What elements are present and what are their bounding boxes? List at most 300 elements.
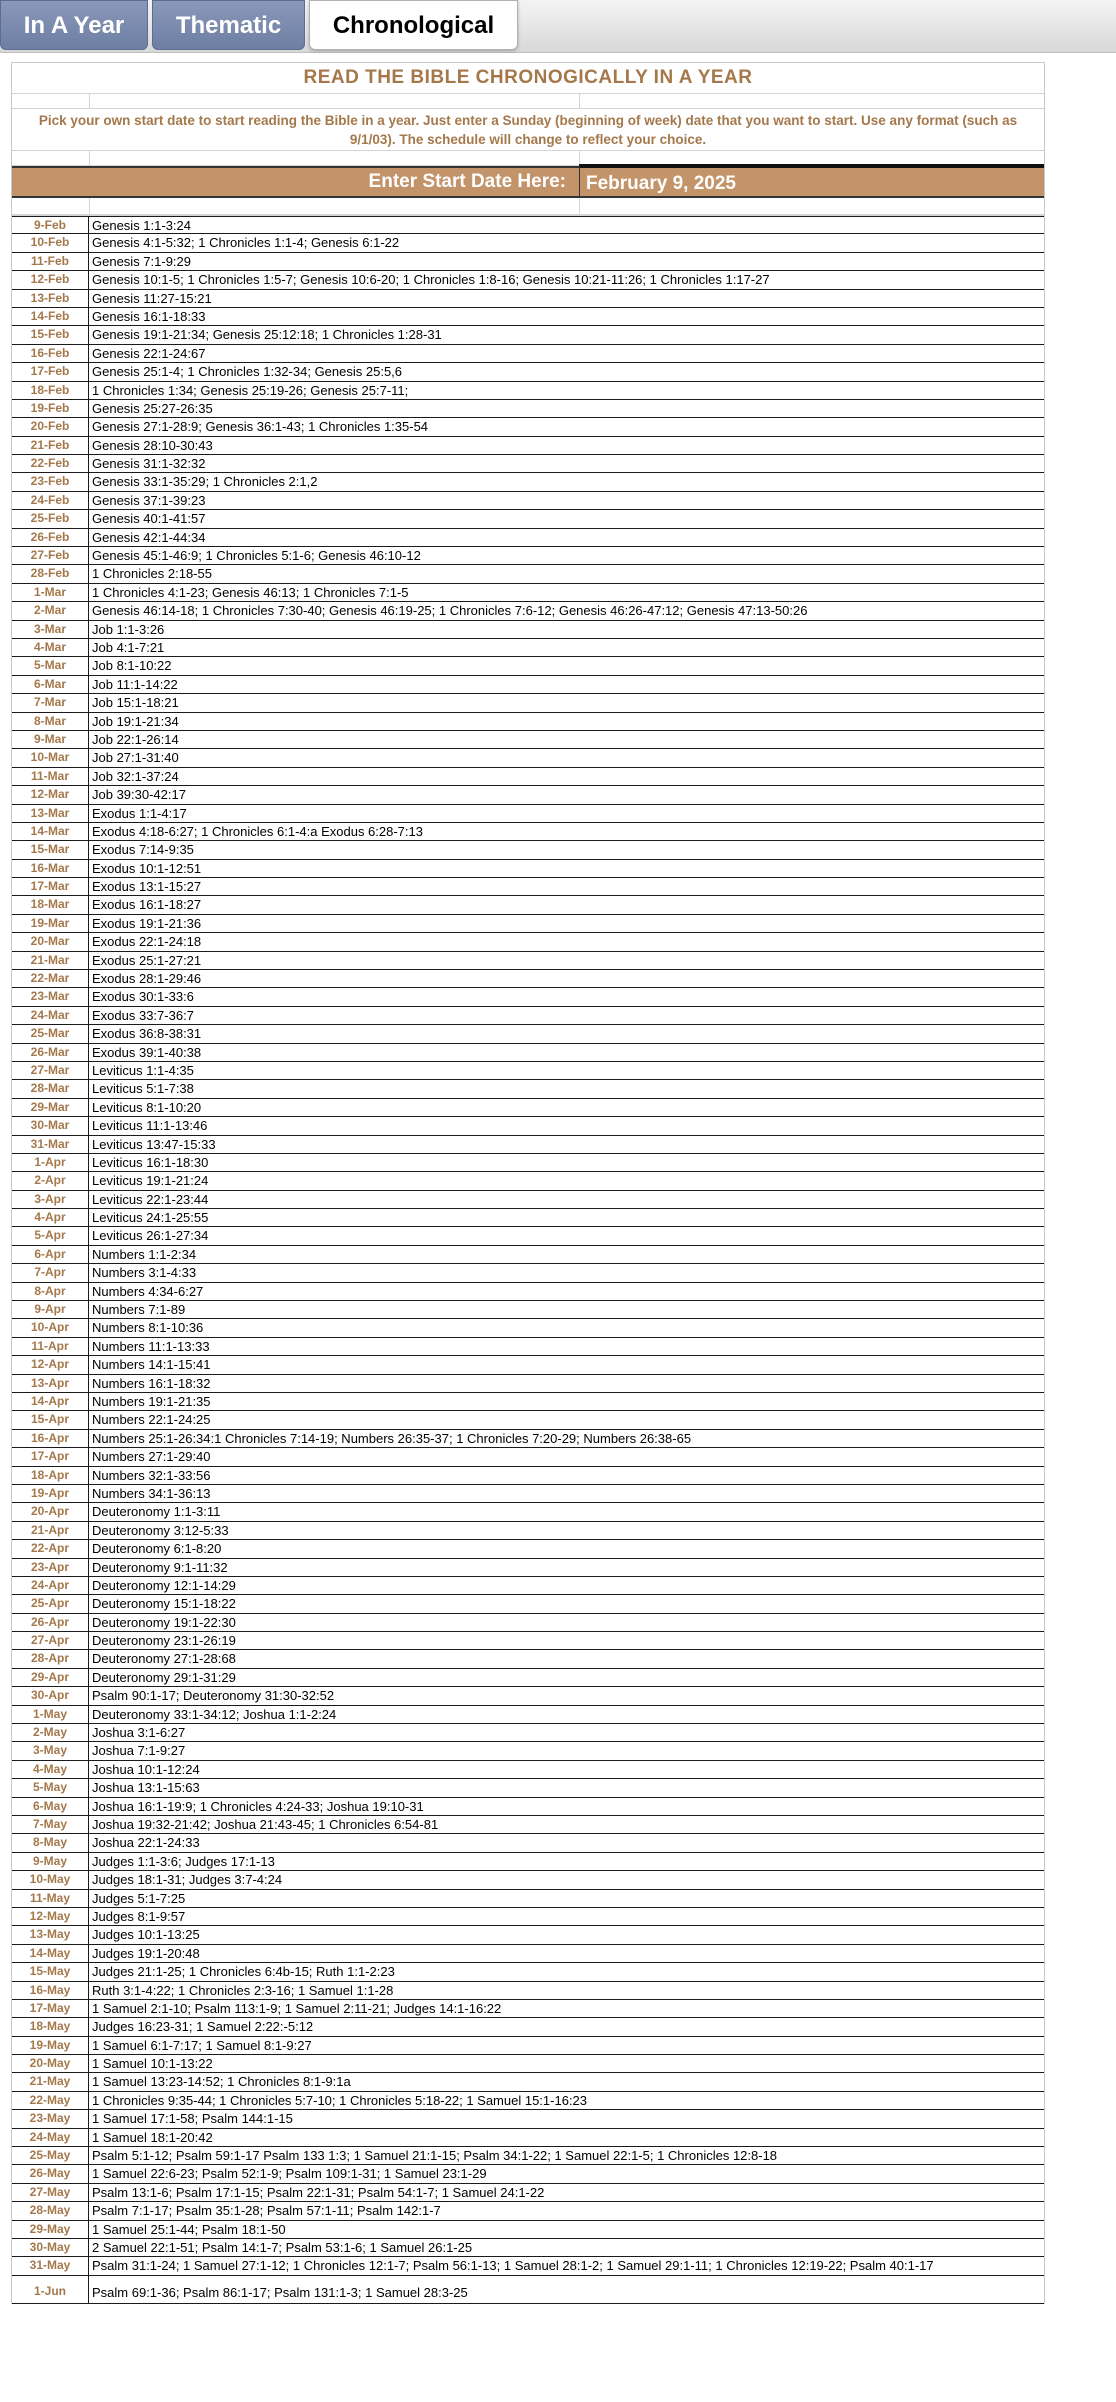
table-row	[12, 2129, 1044, 2147]
reading-cell[interactable]: 1 Chronicles 1:34; Genesis 25:19-26; Genesis 25:7-11;	[92, 382, 409, 398]
table-row	[12, 1117, 1044, 1135]
reading-cell[interactable]: Genesis 16:1-18:33	[92, 308, 206, 324]
table-row	[12, 988, 1044, 1006]
date-cell[interactable]: 19-Apr	[12, 1485, 89, 1502]
date-cell[interactable]: 1-Apr	[12, 1154, 89, 1171]
date-cell[interactable]: 16-May	[12, 1982, 89, 1999]
reading-cell[interactable]: 1 Samuel 17:1-58; Psalm 144:1-15	[92, 2111, 293, 2127]
reading-cell[interactable]: Deuteronomy 29:1-31:29	[92, 1669, 236, 1685]
reading-cell[interactable]: Exodus 19:1-21:36	[92, 915, 202, 931]
date-cell[interactable]: 6-Apr	[12, 1246, 89, 1263]
reading-cell[interactable]: Ruth 3:1-4:22; 1 Chronicles 2:3-16; 1 Samuel 1:1-28	[92, 1982, 394, 1998]
date-cell[interactable]: 28-Apr	[12, 1650, 89, 1667]
date-cell[interactable]: 26-Feb	[12, 529, 89, 546]
date-cell[interactable]: 31-Mar	[12, 1136, 89, 1153]
table-row	[12, 2073, 1044, 2091]
date-cell[interactable]: 5-Apr	[12, 1227, 89, 1244]
date-cell[interactable]: 6-Mar	[12, 676, 89, 693]
date-cell[interactable]: 21-May	[12, 2073, 89, 2090]
reading-cell[interactable]: Exodus 10:1-12:51	[92, 860, 202, 876]
table-row	[12, 896, 1044, 914]
table-row	[12, 382, 1044, 400]
reading-cell[interactable]: Exodus 13:1-15:27	[92, 879, 202, 895]
reading-schedule-table	[12, 215, 1044, 2304]
reading-cell[interactable]: Genesis 37:1-39:23	[92, 492, 206, 508]
reading-cell[interactable]: Genesis 42:1-44:34	[92, 529, 206, 545]
table-row	[12, 1136, 1044, 1154]
date-cell[interactable]: 31-May	[12, 2257, 89, 2274]
date-cell[interactable]: 9-Feb	[12, 217, 89, 233]
date-cell[interactable]: 24-May	[12, 2129, 89, 2146]
reading-cell[interactable]: Exodus 33:7-36:7	[92, 1007, 194, 1023]
reading-cell[interactable]: Joshua 13:1-15:63	[92, 1780, 200, 1796]
table-row	[12, 860, 1044, 878]
table-row	[12, 1669, 1044, 1687]
spacer-row	[12, 94, 1044, 109]
date-cell[interactable]: 16-Mar	[12, 860, 89, 877]
reading-cell[interactable]: 1 Samuel 18:1-20:42	[92, 2129, 213, 2145]
table-row	[12, 363, 1044, 381]
table-row	[12, 1798, 1044, 1816]
table-row	[12, 1448, 1044, 1466]
reading-cell[interactable]: Genesis 19:1-21:34; Genesis 25:12:18; 1 Chronicles 1:28-31	[92, 327, 442, 343]
table-row	[12, 1595, 1044, 1613]
reading-cell[interactable]: Leviticus 8:1-10:20	[92, 1099, 202, 1115]
reading-cell[interactable]: Psalm 5:1-12; Psalm 59:1-17 Psalm 133 1:3; 1 Samuel 21:1-15; Psalm 34:1-22; 1 Samuel 22:1-5; 1 Chronicles 12:8-18	[92, 2148, 778, 2164]
table-row	[12, 933, 1044, 951]
reading-cell[interactable]: 1 Samuel 2:1-10; Psalm 113:1-9; 1 Samuel 2:11-21; Judges 14:1-16:22	[92, 2000, 502, 2016]
table-row	[12, 1099, 1044, 1117]
table-row	[12, 529, 1044, 547]
reading-cell[interactable]: Judges 16:23-31; 1 Samuel 2:22:-5:12	[92, 2019, 314, 2035]
table-row	[12, 749, 1044, 767]
reading-cell[interactable]: Psalm 90:1-17; Deuteronomy 31:30-32:52	[92, 1688, 335, 1704]
table-row	[12, 326, 1044, 344]
date-cell[interactable]: 14-Mar	[12, 823, 89, 840]
date-cell[interactable]: 27-May	[12, 2184, 89, 2201]
date-cell[interactable]: 23-May	[12, 2110, 89, 2127]
date-cell[interactable]: 10-May	[12, 1871, 89, 1888]
reading-cell[interactable]: Numbers 19:1-21:35	[92, 1394, 211, 1409]
table-row	[12, 1264, 1044, 1282]
table-row	[12, 970, 1044, 988]
date-cell[interactable]: 17-Feb	[12, 363, 89, 380]
date-cell[interactable]: 22-Feb	[12, 455, 89, 472]
table-row	[12, 1319, 1044, 1337]
date-cell[interactable]: 24-Mar	[12, 1007, 89, 1024]
date-cell[interactable]: 9-May	[12, 1853, 89, 1870]
date-cell[interactable]: 22-Mar	[12, 970, 89, 987]
date-cell[interactable]: 13-May	[12, 1926, 89, 1943]
reading-cell[interactable]: Genesis 28:10-30:43	[92, 437, 213, 453]
reading-cell[interactable]: Numbers 7:1-89	[92, 1302, 186, 1318]
date-cell[interactable]: 14-May	[12, 1945, 89, 1962]
reading-cell[interactable]: Genesis 25:1-4; 1 Chronicles 1:32-34; Genesis 25:5,6	[92, 364, 403, 380]
reading-cell[interactable]: Joshua 7:1-9:27	[92, 1743, 186, 1759]
reading-cell[interactable]: Genesis 33:1-35:29; 1 Chronicles 2:1,2	[92, 474, 318, 490]
date-cell[interactable]: 11-Apr	[12, 1338, 89, 1355]
table-row	[12, 952, 1044, 970]
reading-cell[interactable]: Job 8:1-10:22	[92, 658, 172, 674]
date-cell[interactable]: 2-May	[12, 1724, 89, 1741]
reading-cell[interactable]: Job 4:1-7:21	[92, 639, 165, 655]
reading-cell[interactable]: Judges 5:1-7:25	[92, 1890, 186, 1906]
date-cell[interactable]: 5-Mar	[12, 657, 89, 674]
table-row	[12, 1816, 1044, 1834]
date-cell[interactable]: 17-Apr	[12, 1448, 89, 1465]
reading-cell[interactable]: Numbers 25:1-26:34:1 Chronicles 7:14-19; Numbers 26:35-37; 1 Chronicles 7:20-29; Numbers 26:38-65	[92, 1430, 692, 1446]
reading-cell[interactable]: Genesis 7:1-9:29	[92, 253, 192, 269]
date-cell[interactable]: 16-Feb	[12, 345, 89, 362]
date-cell[interactable]: 18-Mar	[12, 896, 89, 913]
reading-cell[interactable]: Job 39:30-42:17	[92, 787, 186, 803]
date-cell[interactable]: 17-May	[12, 2000, 89, 2017]
reading-cell[interactable]: Genesis 4:1-5:32; 1 Chronicles 1:1-4; Genesis 6:1-22	[92, 235, 400, 251]
date-cell[interactable]: 24-Feb	[12, 492, 89, 509]
table-row	[12, 1559, 1044, 1577]
reading-cell[interactable]: Deuteronomy 1:1-3:11	[92, 1504, 221, 1520]
reading-cell[interactable]: Deuteronomy 23:1-26:19	[92, 1633, 236, 1649]
reading-cell[interactable]: 1 Samuel 22:6-23; Psalm 52:1-9; Psalm 109:1-31; 1 Samuel 23:1-29	[92, 2166, 487, 2182]
start-date-label: Enter Start Date Here:	[368, 171, 566, 192]
table-row	[12, 1062, 1044, 1080]
table-row	[12, 1375, 1044, 1393]
date-cell[interactable]: 13-Mar	[12, 805, 89, 822]
date-cell[interactable]: 19-May	[12, 2037, 89, 2054]
table-row	[12, 1080, 1044, 1098]
reading-cell[interactable]: Leviticus 13:47-15:33	[92, 1136, 216, 1152]
date-cell[interactable]: 13-Apr	[12, 1375, 89, 1392]
reading-cell[interactable]: Deuteronomy 19:1-22:30	[92, 1614, 236, 1630]
table-row	[12, 290, 1044, 308]
date-cell[interactable]: 21-Feb	[12, 437, 89, 454]
reading-cell[interactable]: Leviticus 19:1-21:24	[92, 1173, 209, 1189]
table-row	[12, 345, 1044, 363]
date-cell[interactable]: 25-Mar	[12, 1025, 89, 1042]
date-cell[interactable]: 9-Apr	[12, 1301, 89, 1318]
date-cell[interactable]: 25-Apr	[12, 1595, 89, 1612]
date-cell[interactable]: 15-Apr	[12, 1411, 89, 1428]
tab-thematic[interactable]: Thematic	[152, 0, 305, 50]
date-cell[interactable]: 21-Apr	[12, 1522, 89, 1539]
reading-cell[interactable]: Job 22:1-26:14	[92, 731, 179, 747]
table-row	[12, 234, 1044, 252]
date-cell[interactable]: 25-Feb	[12, 510, 89, 527]
date-cell[interactable]: 11-Mar	[12, 768, 89, 785]
date-cell[interactable]: 27-Feb	[12, 547, 89, 564]
table-row	[12, 915, 1044, 933]
date-cell[interactable]: 7-Mar	[12, 694, 89, 711]
table-row	[12, 1540, 1044, 1558]
reading-cell[interactable]: Genesis 1:1-3:24	[92, 218, 192, 233]
reading-cell[interactable]: Exodus 36:8-38:31	[92, 1026, 202, 1042]
reading-cell[interactable]: Deuteronomy 12:1-14:29	[92, 1577, 236, 1593]
date-cell[interactable]: 8-Apr	[12, 1283, 89, 1300]
reading-cell[interactable]: Psalm 13:1-6; Psalm 17:1-15; Psalm 22:1-31; Psalm 54:1-7; 1 Samuel 24:1-22	[92, 2184, 545, 2200]
table-row	[12, 400, 1044, 418]
spacer-row	[12, 198, 1044, 215]
reading-cell[interactable]: Numbers 11:1-13:33	[92, 1338, 210, 1354]
reading-cell[interactable]: Numbers 32:1-33:56	[92, 1467, 211, 1483]
date-cell[interactable]: 26-Apr	[12, 1614, 89, 1631]
table-row	[12, 437, 1044, 455]
table-row	[12, 253, 1044, 271]
reading-cell[interactable]: Leviticus 22:1-23:44	[92, 1191, 209, 1207]
date-cell[interactable]: 11-May	[12, 1890, 89, 1907]
date-cell[interactable]: 1-Jun	[12, 2276, 89, 2303]
reading-cell[interactable]: Numbers 4:34-6:27	[92, 1283, 204, 1299]
reading-cell[interactable]: Deuteronomy 9:1-11:32	[92, 1559, 228, 1575]
date-cell[interactable]: 11-Feb	[12, 253, 89, 270]
date-cell[interactable]: 12-May	[12, 1908, 89, 1925]
date-cell[interactable]: 12-Mar	[12, 786, 89, 803]
reading-cell[interactable]: Numbers 1:1-2:34	[92, 1246, 197, 1262]
date-cell[interactable]: 17-Mar	[12, 878, 89, 895]
date-cell[interactable]: 22-Apr	[12, 1540, 89, 1557]
date-cell[interactable]: 23-Feb	[12, 473, 89, 490]
date-cell[interactable]: 26-Mar	[12, 1044, 89, 1061]
reading-cell[interactable]: Numbers 8:1-10:36	[92, 1320, 204, 1336]
date-cell[interactable]: 19-Feb	[12, 400, 89, 417]
table-row	[12, 1945, 1044, 1963]
reading-cell[interactable]: Joshua 22:1-24:33	[92, 1835, 200, 1851]
table-row	[12, 1393, 1044, 1411]
table-row	[12, 455, 1044, 473]
date-cell[interactable]: 10-Mar	[12, 749, 89, 766]
reading-cell[interactable]: Judges 10:1-13:25	[92, 1927, 200, 1943]
date-cell[interactable]: 8-May	[12, 1834, 89, 1851]
reading-cell[interactable]: Leviticus 11:1-13:46	[92, 1118, 208, 1134]
date-cell[interactable]: 28-Feb	[12, 565, 89, 582]
date-cell[interactable]: 4-Apr	[12, 1209, 89, 1226]
table-row	[12, 271, 1044, 289]
reading-cell[interactable]: Leviticus 24:1-25:55	[92, 1210, 209, 1226]
reading-cell[interactable]: Exodus 30:1-33:6	[92, 989, 194, 1005]
reading-cell[interactable]: Exodus 1:1-4:17	[92, 805, 187, 821]
date-cell[interactable]: 21-Mar	[12, 952, 89, 969]
date-cell[interactable]: 18-Feb	[12, 382, 89, 399]
date-cell[interactable]: 27-Mar	[12, 1062, 89, 1079]
table-row	[12, 1761, 1044, 1779]
reading-cell[interactable]: Judges 21:1-25; 1 Chronicles 6:4b-15; Ruth 1:1-2:23	[92, 1964, 395, 1980]
table-row	[12, 1007, 1044, 1025]
table-row	[12, 2257, 1044, 2275]
reading-cell[interactable]: Deuteronomy 6:1-8:20	[92, 1541, 222, 1557]
reading-cell[interactable]: Job 11:1-14:22	[92, 676, 178, 692]
table-row	[12, 547, 1044, 565]
reading-cell[interactable]: Deuteronomy 3:12-5:33	[92, 1522, 229, 1538]
reading-cell[interactable]: Exodus 16:1-18:27	[92, 897, 202, 913]
date-cell[interactable]: 7-May	[12, 1816, 89, 1833]
sheet-title: READ THE BIBLE CHRONOGICALLY IN A YEAR	[12, 62, 1044, 94]
reading-cell[interactable]: Job 32:1-37:24	[92, 768, 179, 784]
date-cell[interactable]: 20-Apr	[12, 1503, 89, 1520]
date-cell[interactable]: 12-Apr	[12, 1356, 89, 1373]
reading-cell[interactable]: Joshua 3:1-6:27	[92, 1725, 186, 1741]
date-cell[interactable]: 25-May	[12, 2147, 89, 2164]
date-cell[interactable]: 23-Mar	[12, 988, 89, 1005]
table-row	[12, 768, 1044, 786]
reading-cell[interactable]: Leviticus 1:1-4:35	[92, 1062, 194, 1078]
reading-cell[interactable]: Exodus 39:1-40:38	[92, 1044, 202, 1060]
reading-cell[interactable]: Genesis 10:1-5; 1 Chronicles 1:5-7; Genesis 10:6-20; 1 Chronicles 1:8-16; Genesis 10:21-11:26; 1 Chronicles 1:17-27	[92, 272, 770, 288]
reading-cell[interactable]: 1 Samuel 6:1-7:17; 1 Samuel 8:1-9:27	[92, 2037, 312, 2053]
date-cell[interactable]: 20-May	[12, 2055, 89, 2072]
date-cell[interactable]: 22-May	[12, 2092, 89, 2109]
table-row	[12, 657, 1044, 675]
reading-cell[interactable]: Joshua 10:1-12:24	[92, 1761, 200, 1777]
table-row	[12, 823, 1044, 841]
date-cell[interactable]: 28-Mar	[12, 1080, 89, 1097]
reading-cell[interactable]: Joshua 19:32-21:42; Joshua 21:43-45; 1 Chronicles 6:54-81	[92, 1816, 439, 1832]
date-cell[interactable]: 15-May	[12, 1963, 89, 1980]
reading-cell[interactable]: Genesis 27:1-28:9; Genesis 36:1-43; 1 Chronicles 1:35-54	[92, 419, 429, 435]
reading-cell[interactable]: Deuteronomy 15:1-18:22	[92, 1596, 236, 1612]
reading-cell[interactable]: Exodus 22:1-24:18	[92, 934, 202, 950]
table-row	[12, 492, 1044, 510]
reading-cell[interactable]: Job 19:1-21:34	[92, 713, 179, 729]
reading-cell[interactable]: Genesis 45:1-46:9; 1 Chronicles 5:1-6; Genesis 46:10-12	[92, 548, 421, 564]
date-cell[interactable]: 18-May	[12, 2018, 89, 2035]
reading-cell[interactable]: Job 27:1-31:40	[92, 750, 179, 766]
date-cell[interactable]: 2-Apr	[12, 1172, 89, 1189]
date-cell[interactable]: 24-Apr	[12, 1577, 89, 1594]
date-cell[interactable]: 29-Apr	[12, 1669, 89, 1686]
reading-cell[interactable]: Exodus 25:1-27:21	[92, 952, 202, 968]
date-cell[interactable]: 6-May	[12, 1798, 89, 1815]
reading-cell[interactable]: Judges 1:1-3:6; Judges 17:1-13	[92, 1853, 275, 1869]
reading-cell[interactable]: Genesis 22:1-24:67	[92, 345, 206, 361]
reading-cell[interactable]: Exodus 28:1-29:46	[92, 971, 202, 987]
date-cell[interactable]: 4-May	[12, 1761, 89, 1778]
date-cell[interactable]: 15-Mar	[12, 841, 89, 858]
tab-in-a-year[interactable]: In A Year	[0, 0, 148, 50]
date-cell[interactable]: 3-May	[12, 1742, 89, 1759]
date-cell[interactable]: 15-Feb	[12, 326, 89, 343]
date-cell[interactable]: 2-Mar	[12, 602, 89, 619]
reading-cell[interactable]: Psalm 69:1-36; Psalm 86:1-17; Psalm 131:1-3; 1 Samuel 28:3-25	[92, 2284, 468, 2300]
reading-cell[interactable]: Genesis 31:1-32:32	[92, 456, 206, 472]
tab-chronological[interactable]: Chronological	[309, 0, 518, 50]
reading-cell[interactable]: Exodus 7:14-9:35	[92, 842, 194, 858]
reading-cell[interactable]: Numbers 3:1-4:33	[92, 1265, 197, 1281]
table-row	[12, 676, 1044, 694]
reading-cell[interactable]: Judges 19:1-20:48	[92, 1945, 200, 1961]
table-row	[12, 1632, 1044, 1650]
table-row	[12, 1982, 1044, 2000]
reading-cell[interactable]: Deuteronomy 33:1-34:12; Joshua 1:1-2:24	[92, 1706, 337, 1722]
table-row	[12, 2092, 1044, 2110]
table-row	[12, 1338, 1044, 1356]
reading-cell[interactable]: 1 Samuel 13:23-14:52; 1 Chronicles 8:1-9:1a	[92, 2074, 351, 2090]
reading-cell[interactable]: Leviticus 5:1-7:38	[92, 1081, 194, 1097]
reading-cell[interactable]: Genesis 25:27-26:35	[92, 400, 213, 416]
table-row	[12, 1172, 1044, 1190]
date-cell[interactable]: 1-May	[12, 1706, 89, 1723]
date-cell[interactable]: 20-Mar	[12, 933, 89, 950]
table-row	[12, 2239, 1044, 2257]
reading-cell[interactable]: Numbers 14:1-15:41	[92, 1357, 211, 1373]
date-cell[interactable]: 30-May	[12, 2239, 89, 2256]
date-cell[interactable]: 7-Apr	[12, 1264, 89, 1281]
date-cell[interactable]: 12-Feb	[12, 271, 89, 288]
date-cell[interactable]: 23-Apr	[12, 1559, 89, 1576]
date-cell[interactable]: 3-Apr	[12, 1191, 89, 1208]
reading-cell[interactable]: Job 1:1-3:26	[92, 621, 165, 637]
date-cell[interactable]: 19-Mar	[12, 915, 89, 932]
date-cell[interactable]: 30-Apr	[12, 1687, 89, 1704]
table-row	[12, 1853, 1044, 1871]
date-cell[interactable]: 30-Mar	[12, 1117, 89, 1134]
reading-cell[interactable]: Numbers 16:1-18:32	[92, 1375, 211, 1391]
reading-cell[interactable]: Genesis 40:1-41:57	[92, 511, 206, 527]
table-row	[12, 1742, 1044, 1760]
reading-cell[interactable]: Deuteronomy 27:1-28:68	[92, 1651, 236, 1667]
reading-cell[interactable]: 1 Samuel 10:1-13:22	[92, 2056, 213, 2072]
reading-cell[interactable]: Judges 8:1-9:57	[92, 1908, 186, 1924]
reading-cell[interactable]: Genesis 11:27-15:21	[92, 290, 212, 306]
date-cell[interactable]: 14-Feb	[12, 308, 89, 325]
start-date-input[interactable]: February 9, 2025	[579, 164, 1044, 196]
reading-cell[interactable]: 1 Chronicles 9:35-44; 1 Chronicles 5:7-10; 1 Chronicles 5:18-22; 1 Samuel 15:1-16:23	[92, 2092, 588, 2108]
table-row	[12, 418, 1044, 436]
reading-cell[interactable]: Exodus 4:18-6:27; 1 Chronicles 6:1-4:a Exodus 6:28-7:13	[92, 823, 423, 839]
date-cell[interactable]: 4-Mar	[12, 639, 89, 656]
date-cell[interactable]: 29-Mar	[12, 1099, 89, 1116]
date-cell[interactable]: 10-Feb	[12, 234, 89, 251]
reading-cell[interactable]: Genesis 46:14-18; 1 Chronicles 7:30-40; Genesis 46:19-25; 1 Chronicles 7:6-12; Genesis 46:26-47:12; Genesis 47:13-50:26	[92, 603, 808, 619]
date-cell[interactable]: 9-Mar	[12, 731, 89, 748]
date-cell[interactable]: 16-Apr	[12, 1430, 89, 1447]
date-cell[interactable]: 13-Feb	[12, 290, 89, 307]
table-row	[12, 2110, 1044, 2128]
date-cell[interactable]: 5-May	[12, 1779, 89, 1796]
date-cell[interactable]: 1-Mar	[12, 584, 89, 601]
reading-cell[interactable]: Leviticus 26:1-27:34	[92, 1228, 209, 1244]
reading-cell[interactable]: 1 Chronicles 2:18-55	[92, 566, 212, 582]
date-cell[interactable]: 27-Apr	[12, 1632, 89, 1649]
reading-cell[interactable]: Leviticus 16:1-18:30	[92, 1154, 209, 1170]
reading-cell[interactable]: 1 Samuel 25:1-44; Psalm 18:1-50	[92, 2221, 286, 2237]
date-cell[interactable]: 26-May	[12, 2165, 89, 2182]
date-cell[interactable]: 8-Mar	[12, 713, 89, 730]
date-cell[interactable]: 18-Apr	[12, 1467, 89, 1484]
reading-cell[interactable]: Numbers 27:1-29:40	[92, 1449, 211, 1465]
table-row	[12, 2165, 1044, 2183]
reading-cell[interactable]: Job 15:1-18:21	[92, 695, 179, 711]
date-cell[interactable]: 10-Apr	[12, 1319, 89, 1336]
instructions-text: Pick your own start date to start reading the Bible in a year. Just enter a Sunday (beginning of week) date that you want to start. Use any format (such as 9/1/03). The schedule will change to reflect your choice.	[12, 109, 1044, 151]
reading-cell[interactable]: Numbers 22:1-24:25	[92, 1412, 211, 1428]
date-cell[interactable]: 28-May	[12, 2202, 89, 2219]
table-row	[12, 1025, 1044, 1043]
date-cell[interactable]: 3-Mar	[12, 621, 89, 638]
table-row	[12, 694, 1044, 712]
table-row	[12, 713, 1044, 731]
reading-cell[interactable]: Judges 18:1-31; Judges 3:7-4:24	[92, 1872, 283, 1888]
reading-cell[interactable]: Joshua 16:1-19:9; 1 Chronicles 4:24-33; Joshua 19:10-31	[92, 1798, 424, 1814]
reading-cell[interactable]: Numbers 34:1-36:13	[92, 1485, 211, 1501]
table-row	[12, 1209, 1044, 1227]
reading-cell[interactable]: Psalm 31:1-24; 1 Samuel 27:1-12; 1 Chronicles 12:1-7; Psalm 56:1-13; 1 Samuel 28:1-2; 1 Samuel 29:1-11; 1 Chronicles 12:19-22; Psalm 40:1-17	[92, 2258, 934, 2274]
table-row	[12, 1467, 1044, 1485]
reading-cell[interactable]: Psalm 7:1-17; Psalm 35:1-28; Psalm 57:1-11; Psalm 142:1-7	[92, 2203, 441, 2219]
reading-cell[interactable]: 2 Samuel 22:1-51; Psalm 14:1-7; Psalm 53:1-6; 1 Samuel 26:1-25	[92, 2239, 473, 2255]
reading-cell[interactable]: 1 Chronicles 4:1-23; Genesis 46:13; 1 Chronicles 7:1-5	[92, 584, 409, 600]
date-cell[interactable]: 20-Feb	[12, 418, 89, 435]
date-cell[interactable]: 29-May	[12, 2221, 89, 2238]
date-cell[interactable]: 14-Apr	[12, 1393, 89, 1410]
